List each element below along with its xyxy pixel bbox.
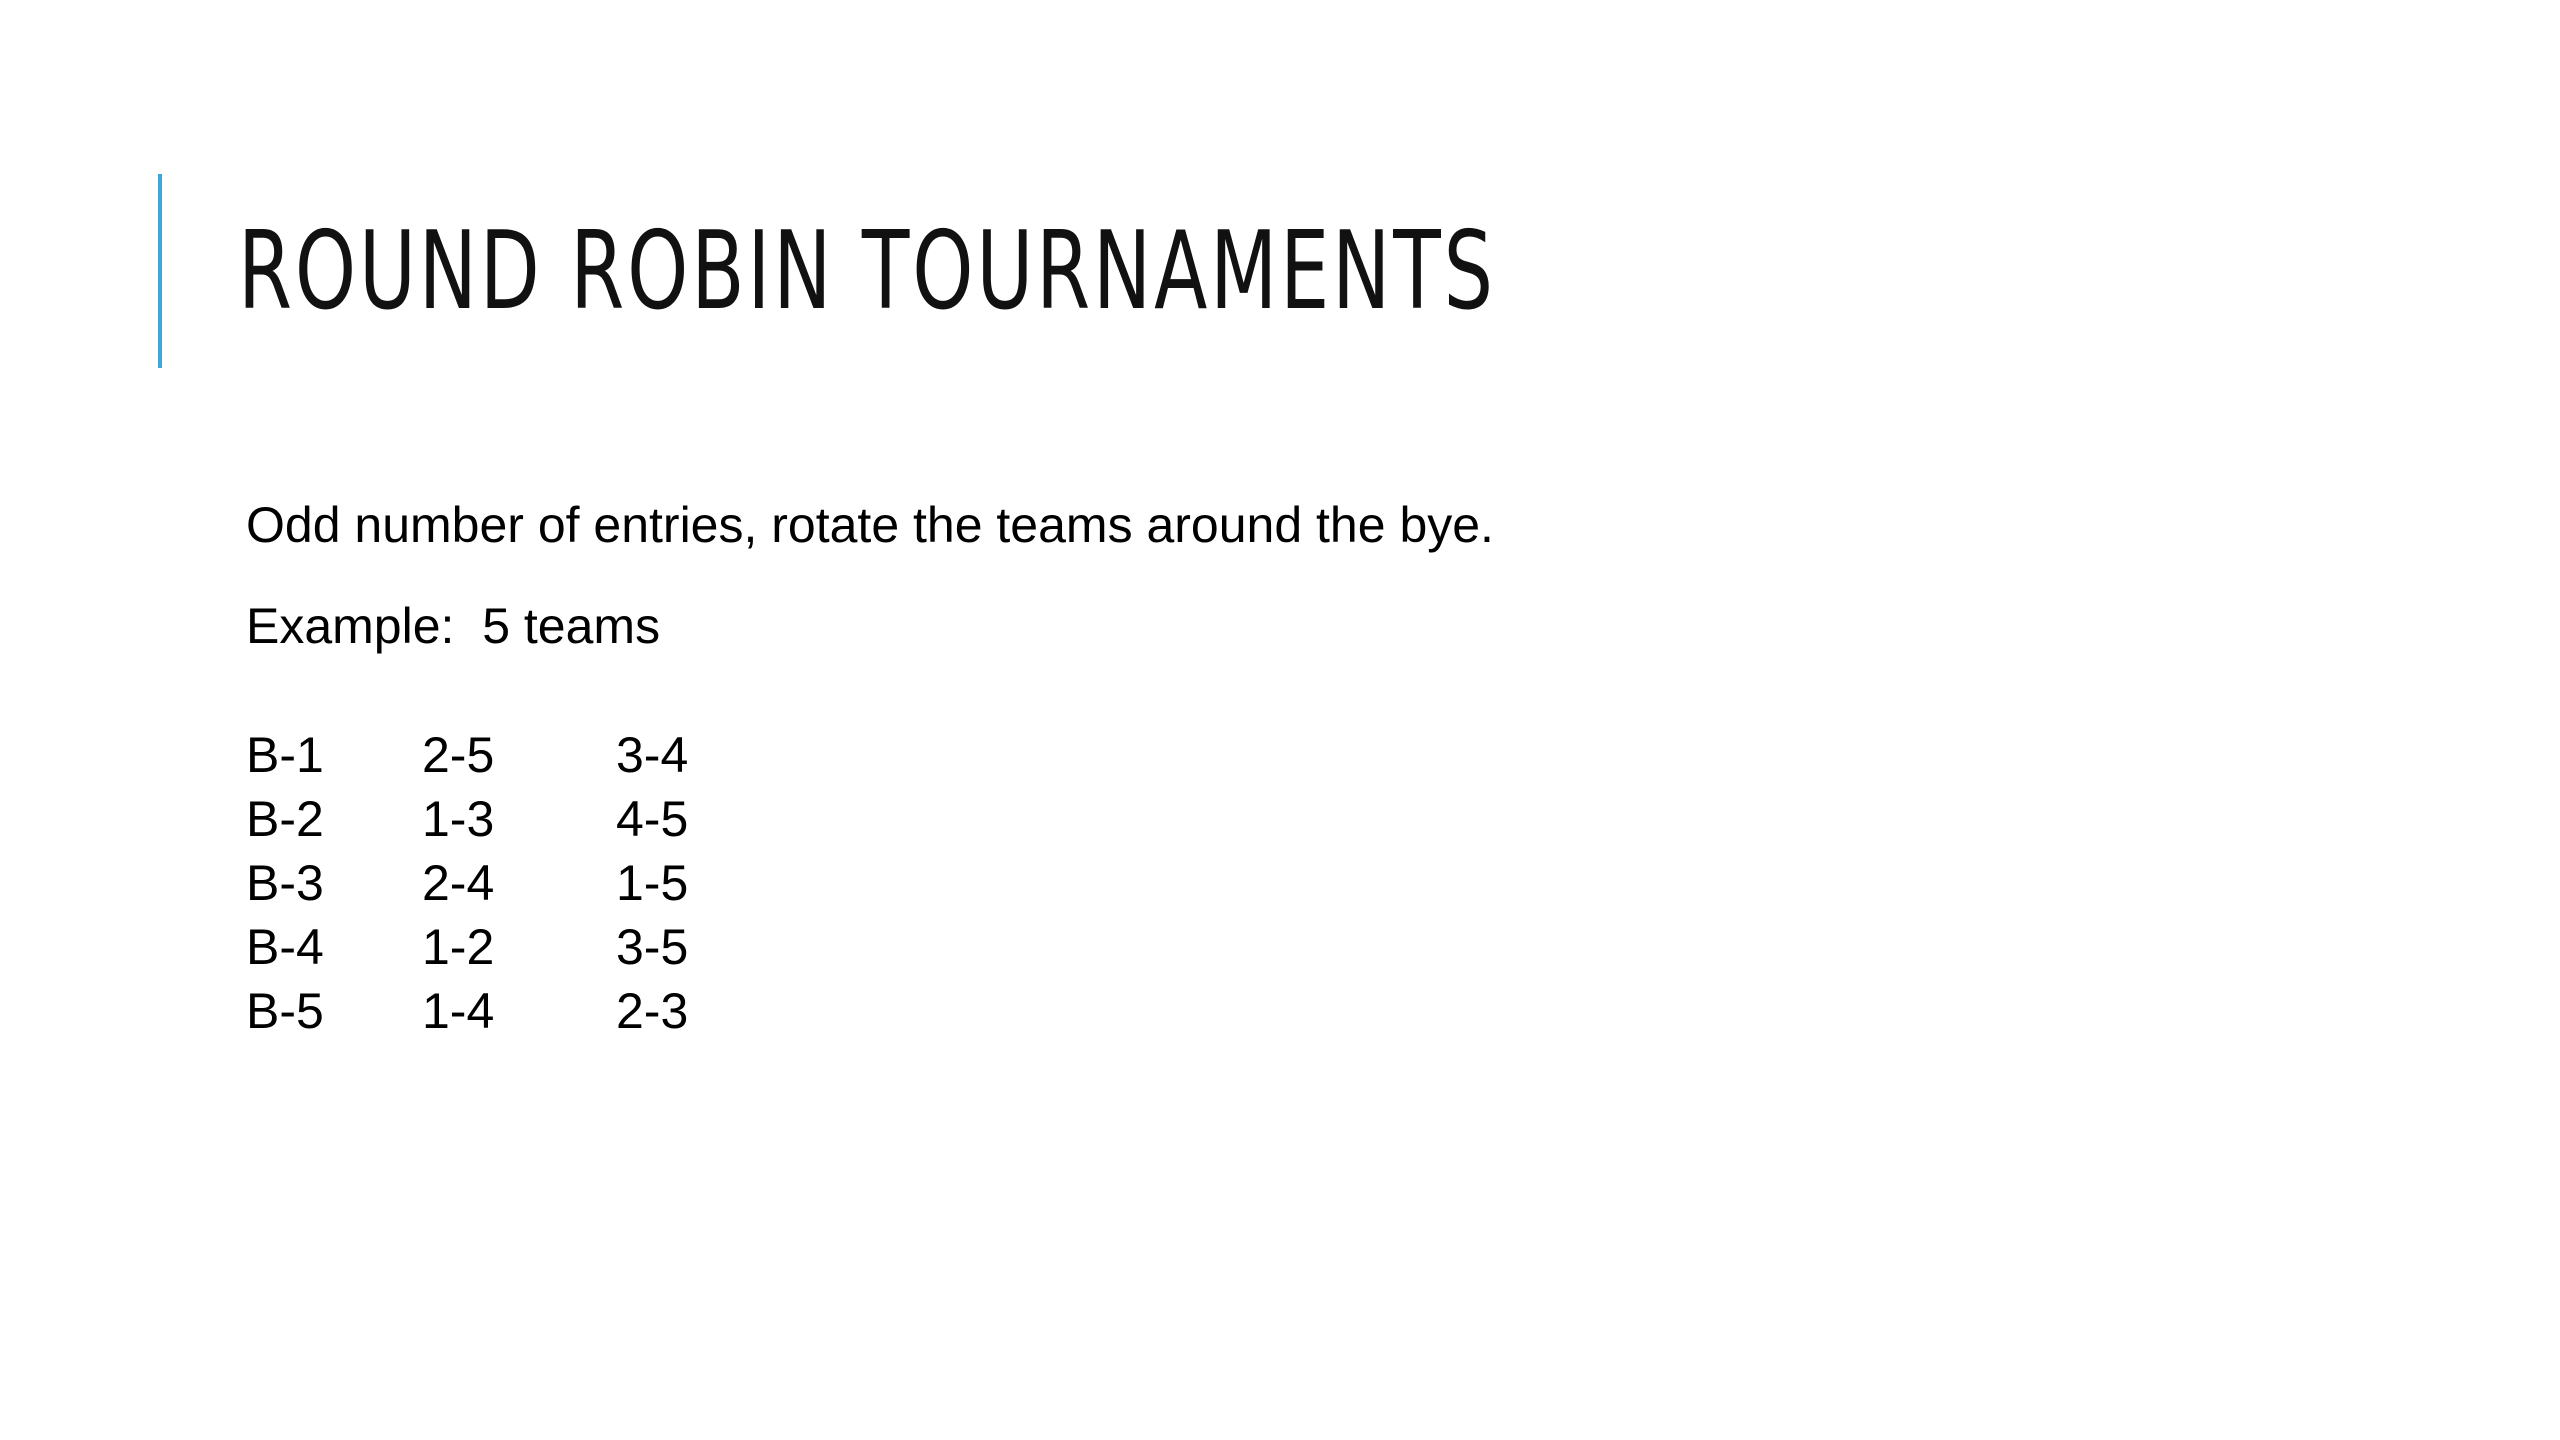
match-cell: 1-2: [422, 919, 495, 975]
schedule-row: [246, 851, 736, 915]
bye-cell: B-1: [246, 727, 324, 783]
match-cell: 1-4: [422, 983, 495, 1039]
schedule-table: [246, 723, 736, 1043]
match-cell: 2-3: [616, 983, 689, 1039]
match-cell: 3-5: [616, 919, 689, 975]
match-cell: 4-5: [616, 791, 689, 847]
match-cell: 1-3: [422, 791, 495, 847]
match-cell: 3-4: [616, 727, 689, 783]
bye-cell: B-4: [246, 919, 324, 975]
title-accent-bar: [158, 174, 162, 368]
schedule-row: [246, 979, 736, 1043]
bye-cell: B-2: [246, 791, 324, 847]
match-cell: 2-5: [422, 727, 495, 783]
match-cell: 1-5: [616, 855, 689, 911]
schedule-row: [246, 723, 736, 787]
match-cell: 2-4: [422, 855, 495, 911]
slide-title: ROUND ROBIN TOURNAMENTS: [238, 209, 1496, 334]
schedule-row: [246, 787, 736, 851]
body-text-line-1: Odd number of entries, rotate the teams around the bye.: [246, 497, 1494, 553]
bye-cell: B-5: [246, 983, 324, 1039]
bye-cell: B-3: [246, 855, 324, 911]
schedule-row: [246, 915, 736, 979]
body-text-line-2: Example: 5 teams: [246, 598, 661, 654]
